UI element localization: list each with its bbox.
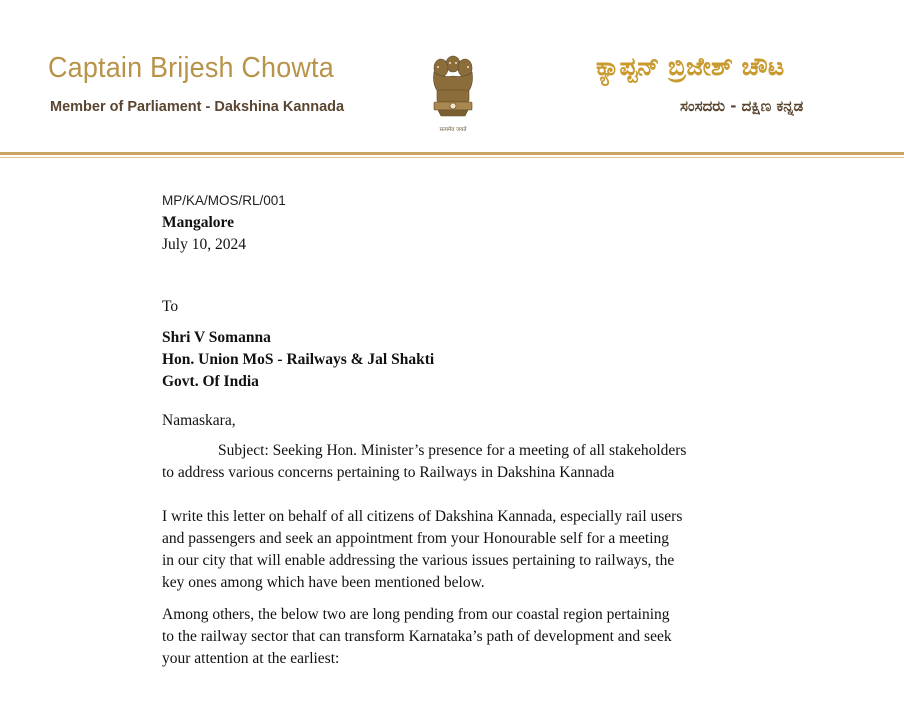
paragraph-2: [162, 604, 762, 670]
national-emblem-icon: [428, 50, 478, 136]
recipient-block: [162, 327, 762, 393]
paragraph-1: [162, 506, 762, 594]
header-divider: [0, 152, 904, 155]
sender-name-kannada: ಕ್ಯಾಪ್ಟನ್ ಬ್ರಿಜೇಶ್ ಚೌಟ: [596, 52, 785, 81]
letter-body: [162, 190, 762, 670]
subject-line: Subject: Seeking Hon. Minister’s presence for a meeting of all stakeholders: [218, 442, 687, 459]
sender-role-english: Member of Parliament - Dakshina Kannada: [50, 99, 345, 115]
header-divider-thin: [0, 157, 904, 158]
sender-name-english: Captain Brijesh Chowta: [48, 52, 334, 84]
recipient-name: Shri V Somanna: [162, 329, 271, 346]
letter-place: Mangalore: [162, 214, 235, 231]
paragraph-line: to the railway sector that can transform Karnataka’s path of development and seek: [162, 628, 672, 645]
subject-line: to address various concerns pertaining to Railways in Dakshina Kannada: [162, 464, 615, 481]
paragraph-line: Among others, the below two are long pending from our coastal region pertaining: [162, 606, 670, 623]
salutation: Namaskara,: [162, 412, 236, 429]
paragraph-line: and passengers and seek an appointment from your Honourable self for a meeting: [162, 530, 670, 547]
subject-block: [162, 440, 762, 484]
emblem-motto: सत्यमेव जयते: [439, 127, 467, 133]
paragraph-line: in our city that will enable addressing the various issues pertaining to railways, the: [162, 552, 675, 569]
letter-date: July 10, 2024: [162, 236, 246, 253]
recipient-designation: Hon. Union MoS - Railways & Jal Shakti: [162, 351, 435, 368]
paragraph-line: I write this letter on behalf of all citizens of Dakshina Kannada, especially rail users: [162, 508, 683, 525]
letterhead: [0, 0, 904, 160]
paragraph-line: key ones among which have been mentioned below.: [162, 574, 485, 591]
to-label: To: [162, 298, 179, 315]
recipient-office: Govt. Of India: [162, 373, 259, 390]
sender-role-kannada: ಸಂಸದರು - ದಕ್ಷಿಣ ಕನ್ನಡ: [680, 97, 804, 115]
paragraph-line: your attention at the earliest:: [162, 650, 340, 667]
reference-number: MP/KA/MOS/RL/001: [162, 193, 286, 208]
